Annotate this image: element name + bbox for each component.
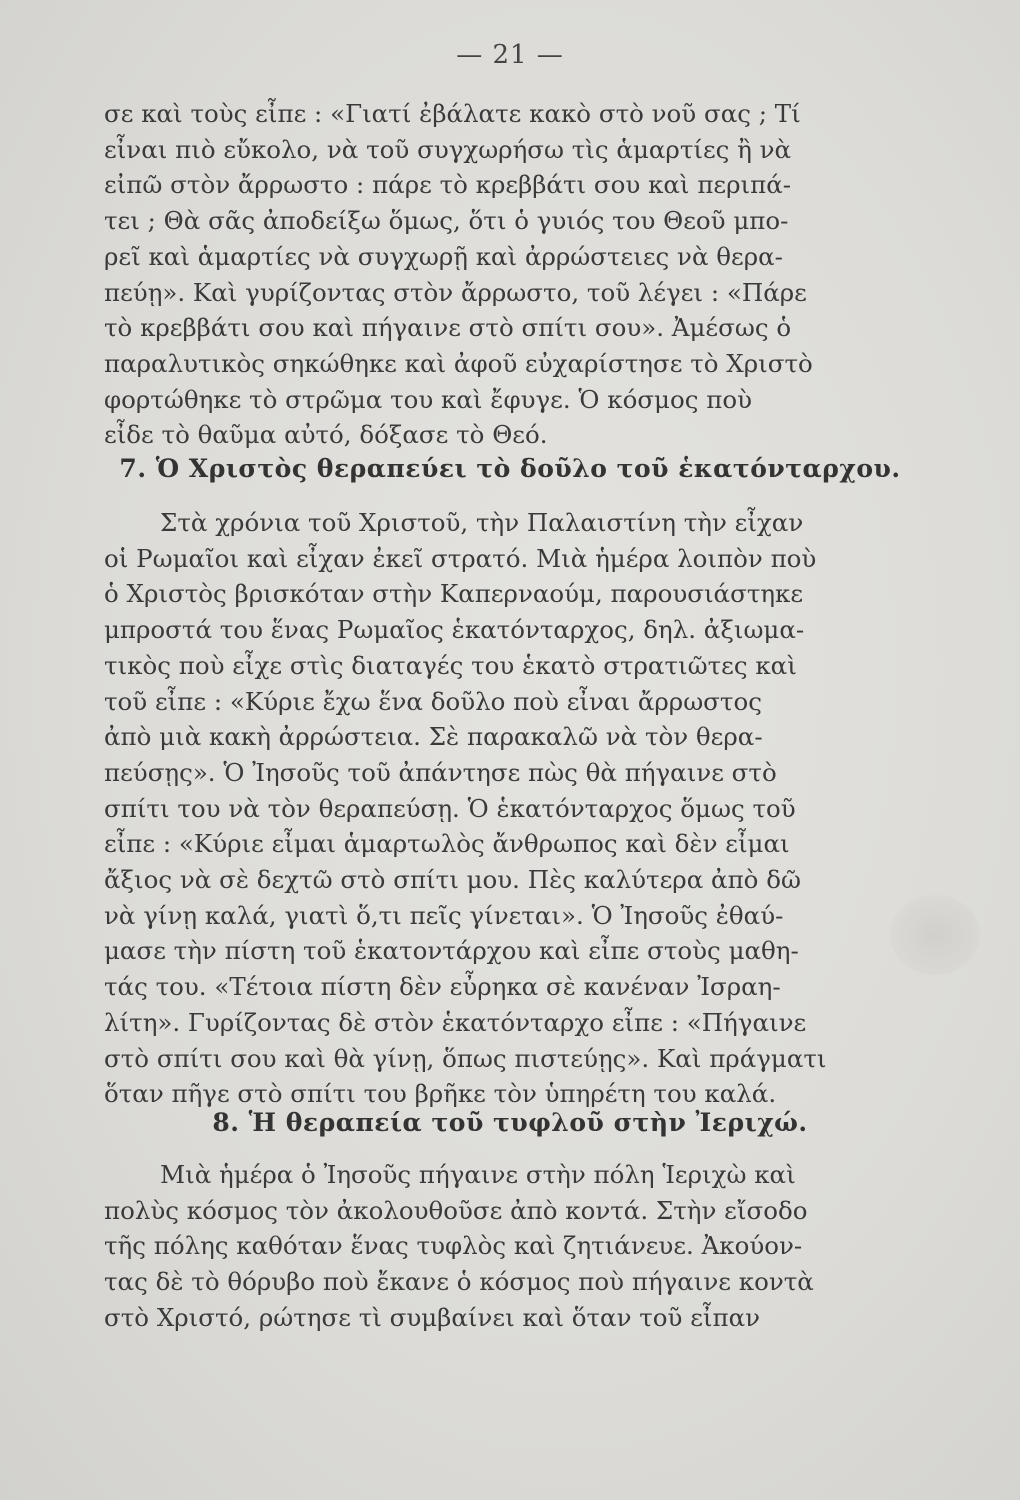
text-line: εἰπῶ στὸν ἄρρωστο : πάρε τὸ κρεββάτι σου καὶ περιπά- — [104, 170, 792, 200]
text-line: σε καὶ τοὺς εἶπε : «Γιατί ἐβάλατε κακὸ στὸ νοῦ σας ; Τί — [104, 99, 801, 128]
stamp-smudge — [890, 895, 980, 975]
page-number: — 21 — — [456, 40, 564, 70]
text-line: πεύσῃς». Ὁ Ἰησοῦς τοῦ ἀπάντησε πὼς θὰ πήγαινε στὸ — [104, 757, 777, 787]
text-line: λίτη». Γυρίζοντας δὲ στὸν ἑκατόνταρχο εἶπε : «Πήγαινε — [104, 1007, 807, 1037]
text-line: εἶπε : «Κύριε εἶμαι ἁμαρτωλὸς ἄνθρωπος καὶ δὲν εἶμαι — [104, 829, 790, 859]
text-line: τει ; Θὰ σᾶς ἀποδείξω ὅμως, ὅτι ὁ γυιός του Θεοῦ μπο- — [104, 206, 789, 236]
text-line: εἶδε τὸ θαῦμα αὐτό, δόξασε τὸ Θεό. — [104, 420, 548, 450]
text-line: εἶναι πιὸ εὔκολο, νὰ τοῦ συγχωρήσω τὶς ἁμαρτίες ἢ νὰ — [104, 134, 792, 164]
text-line: τῆς πόλης καθόταν ἕνας τυφλὸς καὶ ζητιάνευε. Ἀκούον- — [104, 1231, 803, 1261]
text-line: πολὺς κόσμος τὸν ἀκολουθοῦσε ἀπὸ κοντά. Στὴν εἴσοδο — [104, 1195, 808, 1225]
text-line: ρεῖ καὶ ἁμαρτίες νὰ συγχωρῇ καὶ ἀρρώστειες νὰ θερα- — [104, 241, 783, 271]
text-line: ἄξιος νὰ σὲ δεχτῶ στὸ σπίτι μου. Πὲς καλύτερα ἀπὸ δῶ — [104, 865, 801, 895]
text-line: ὁ Χριστὸς βρισκόταν στὴν Καπερναούμ, παρουσιάστηκε — [104, 579, 804, 609]
text-line: στὸ σπίτι σου καὶ θὰ γίνῃ, ὅπως πιστεύῃς». Καὶ πράγματι — [104, 1043, 827, 1073]
text-line: τικὸς ποὺ εἶχε στὶς διαταγές του ἑκατὸ στρατιῶτες καὶ — [104, 650, 797, 680]
text-line: Στὰ χρόνια τοῦ Χριστοῦ, τὴν Παλαιστίνη τὴν εἶχαν — [160, 508, 804, 537]
text-line: φορτώθηκε τὸ στρῶμα του καὶ ἔφυγε. Ὁ κόσμος ποὺ — [104, 384, 752, 414]
text-line: ὅταν πῆγε στὸ σπίτι του βρῆκε τὸν ὑπηρέτη του καλά. — [104, 1079, 777, 1109]
text-line: τὸ κρεββάτι σου καὶ πήγαινε στὸ σπίτι σου». Ἀμέσως ὁ — [104, 313, 792, 343]
text-line: παραλυτικὸς σηκώθηκε καὶ ἀφοῦ εὐχαρίστησε τὸ Χριστὸ — [104, 348, 813, 378]
text-line: μπροστά του ἕνας Ρωμαῖος ἑκατόνταρχος, δηλ. ἀξιωμα- — [104, 615, 805, 645]
text-line: Μιὰ ἡμέρα ὁ Ἰησοῦς πήγαινε στὴν πόλη Ἱεριχὼ καὶ — [160, 1160, 796, 1189]
section-7-heading: 7. Ὁ Χριστὸς θεραπεύει τὸ δοῦλο τοῦ ἑκατόνταρχου. — [119, 454, 901, 483]
text-line: τας δὲ τὸ θόρυβο ποὺ ἔκανε ὁ κόσμος ποὺ πήγαινε κοντὰ — [104, 1267, 814, 1297]
text-line: τάς του. «Τέτοια πίστη δὲν εὖρηκα σὲ κανέναν Ἰσραη- — [104, 972, 781, 1002]
section-8-heading: 8. Ἡ θεραπεία τοῦ τυφλοῦ στὴν Ἰεριχώ. — [212, 1108, 808, 1137]
text-line: σπίτι του νὰ τὸν θεραπεύσῃ. Ὁ ἑκατόνταρχος ὅμως τοῦ — [104, 793, 796, 823]
text-line: στὸ Χριστό, ρώτησε τὶ συμβαίνει καὶ ὅταν τοῦ εἶπαν — [104, 1302, 761, 1332]
text-line: τοῦ εἶπε : «Κύριε ἔχω ἕνα δοῦλο ποὺ εἶναι ἄρρωστος — [104, 686, 762, 716]
text-line: πεύῃ». Καὶ γυρίζοντας στὸν ἄρρωστο, τοῦ λέγει : «Πάρε — [104, 277, 807, 307]
intro-paragraph — [104, 96, 850, 453]
section-7-paragraph — [104, 505, 850, 1112]
text-line: οἱ Ρωμαῖοι καὶ εἶχαν ἐκεῖ στρατό. Μιὰ ἡμέρα λοιπὸν ποὺ — [104, 543, 817, 573]
text-line: ἀπὸ μιὰ κακὴ ἀρρώστεια. Σὲ παρακαλῶ νὰ τὸν θερα- — [104, 722, 763, 752]
text-line: νὰ γίνῃ καλά, γιατὶ ὅ,τι πεῖς γίνεται». Ὁ Ἰησοῦς ἐθαύ- — [104, 900, 784, 930]
text-line: μασε τὴν πίστη τοῦ ἑκατοντάρχου καὶ εἶπε στοὺς μαθη- — [104, 936, 799, 966]
section-8-paragraph — [104, 1157, 850, 1336]
